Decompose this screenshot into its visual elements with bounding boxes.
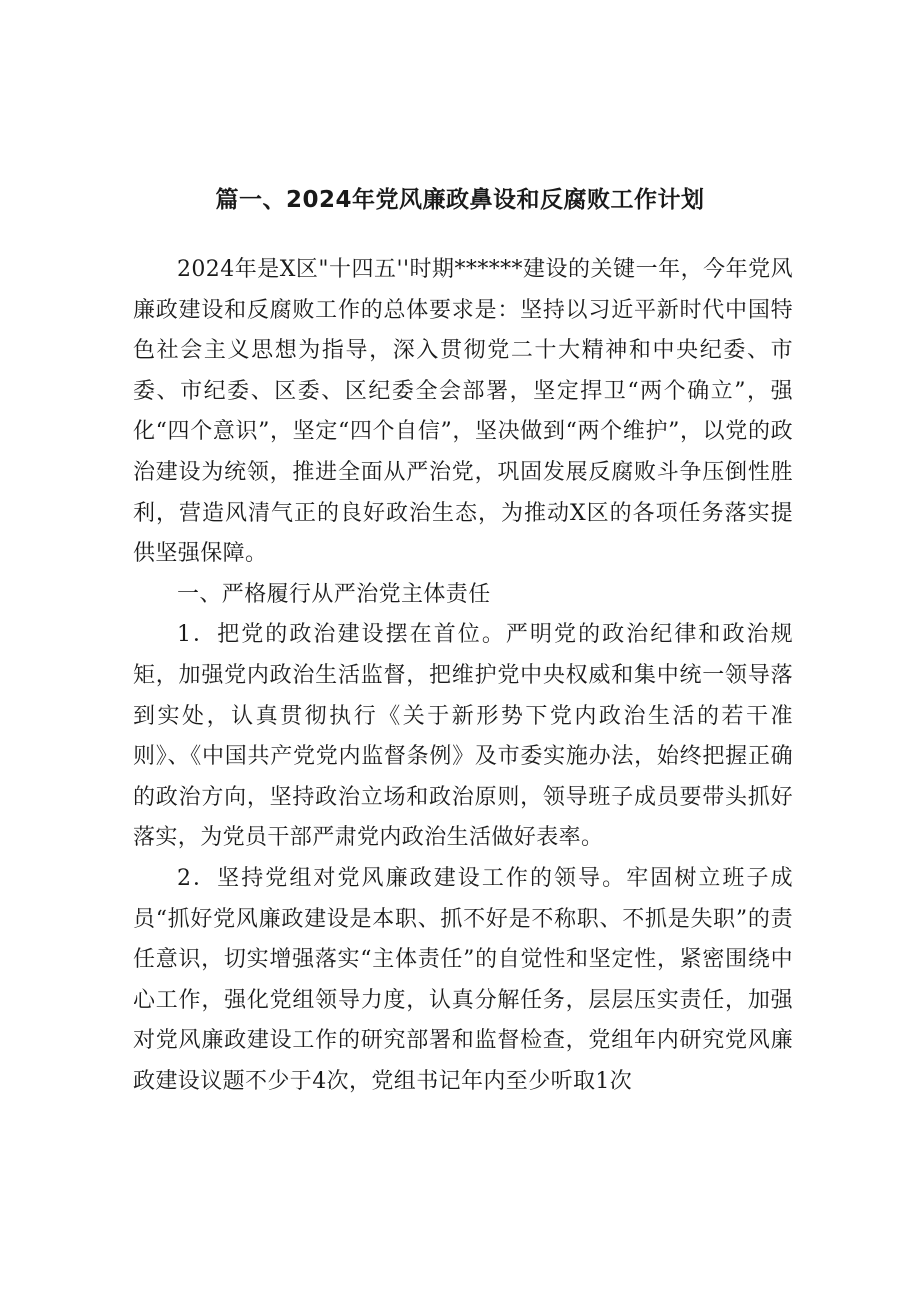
item-paragraph-1: 1．把党的政治建设摆在首位。严明党的政治纪律和政治规矩，加强党内政治生活监督，把维护党中央权威和集中统一领导落到实处，认真贯彻执行《关于新形势下党内政治生活的若干准则》、《中国共产党党内监督条例》及市委实施办法，始终把握正确的政治方向，坚持政治立场和政治原则，领导班子成员要带头抓好落实，为党员干部严肃党内政治生活做好表率。 [133,622,793,851]
intro-paragraph: 2024年是X区"十四五''时期******建设的关键一年，今年党风廉政建设和反腐败工作的总体要求是：坚持以习近平新时代中国特色社会主义思想为指导，深入贯彻党二十大精神和中央纪委、市委、市纪委、区委、区纪委全会部署，坚定捍卫“两个确立”，强化“四个意识”，坚定“四个自信”，坚决做到“两个维护”，以党的政治建设为统领，推进全面从严治党，巩固发展反腐败斗争压倒性胜利，营造风清气正的良好政治生态，为推动X区的各项任务落实提供坚强保障。 [133,257,793,567]
section-heading: 一、严格履行从严治党主体责任 [177,581,491,607]
item-paragraph-2: 2．坚持党组对党风廉政建设工作的领导。牢固树立班子成员“抓好党风廉政建设是本职、抓不好是不称职、不抓是失职”的责任意识，切实增强落实“主体责任”的自觉性和坚定性，紧密围绕中心工作，强化党组领导力度，认真分解任务，层层压实责任，加强对党风廉政建设工作的研究部署和监督检查，党组年内研究党风廉政建设议题不少于4次，党组书记年内至少听取1次 [133,865,793,1094]
document-title: 篇一、2024年党风廉政鼻设和反腐败工作计划 [215,187,705,213]
document-body [133,250,793,1102]
